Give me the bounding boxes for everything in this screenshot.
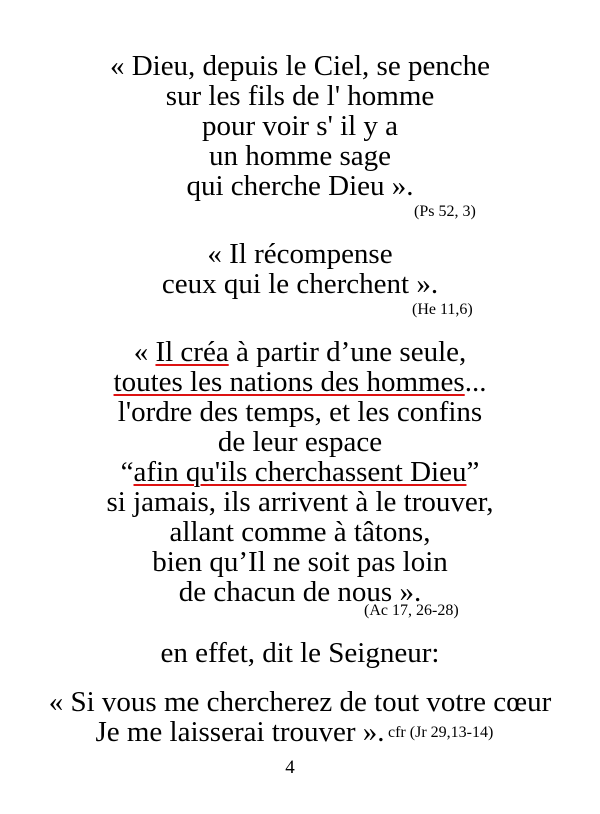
verse4-reference: cfr (Jr 29,13-14) — [388, 724, 494, 741]
verse3-line2 — [0, 366, 600, 398]
verse3-line3: l'ordre des temps, et les confins — [117, 396, 483, 428]
verse1-line2: sur les fils de l' homme — [165, 80, 435, 112]
verse4-line2: Je me laisserai trouver ». — [95, 716, 385, 748]
verse1-line3: pour voir s' il y a — [201, 110, 399, 142]
verse3-line8: bien qu’Il ne soit pas loin — [152, 546, 448, 578]
verse2-line2: ceux qui le cherchent ». — [161, 268, 439, 300]
verse3-line9: de chacun de nous ». — [178, 576, 422, 608]
verse2-reference: (He 11,6) — [412, 301, 473, 318]
verse1-line4: un homme sage — [208, 140, 391, 172]
verse3-line7: allant comme à tâtons, — [169, 516, 431, 548]
verse3-line1-rest: à partir d’une seule, — [228, 336, 467, 368]
verse3-line1-underlined: Il créa — [155, 336, 229, 368]
verse2-line1: « Il récompense — [207, 238, 393, 270]
verse1-line5: qui cherche Dieu ». — [186, 170, 414, 202]
verse3-line1-prefix: « — [133, 336, 156, 368]
verse3-line5-close-quote: ” — [466, 456, 480, 488]
verse1-line1: « Dieu, depuis le Ciel, se penche — [109, 50, 491, 82]
page-number: 4 — [285, 757, 295, 778]
verse3-line1 — [0, 336, 600, 368]
verse3-line5-open-quote: “ — [120, 456, 134, 488]
intro-line: en effet, dit le Seigneur: — [160, 637, 440, 669]
verse3-line5-underlined: afin qu'ils cherchassent Dieu — [133, 456, 467, 488]
verse3-line4: de leur espace — [217, 426, 383, 458]
verse1-reference: (Ps 52, 3) — [414, 203, 476, 220]
verse3-line2-rest: ... — [464, 366, 487, 398]
verse4-line1: « Si vous me chercherez de tout votre cœur — [48, 686, 552, 718]
verse3-line2-underlined: toutes les nations des hommes — [113, 366, 465, 398]
verse3-line6: si jamais, ils arrivent à le trouver, — [106, 486, 494, 518]
verse3-reference: (Ac 17, 26-28) — [364, 602, 459, 619]
verse3-line5 — [0, 456, 600, 488]
